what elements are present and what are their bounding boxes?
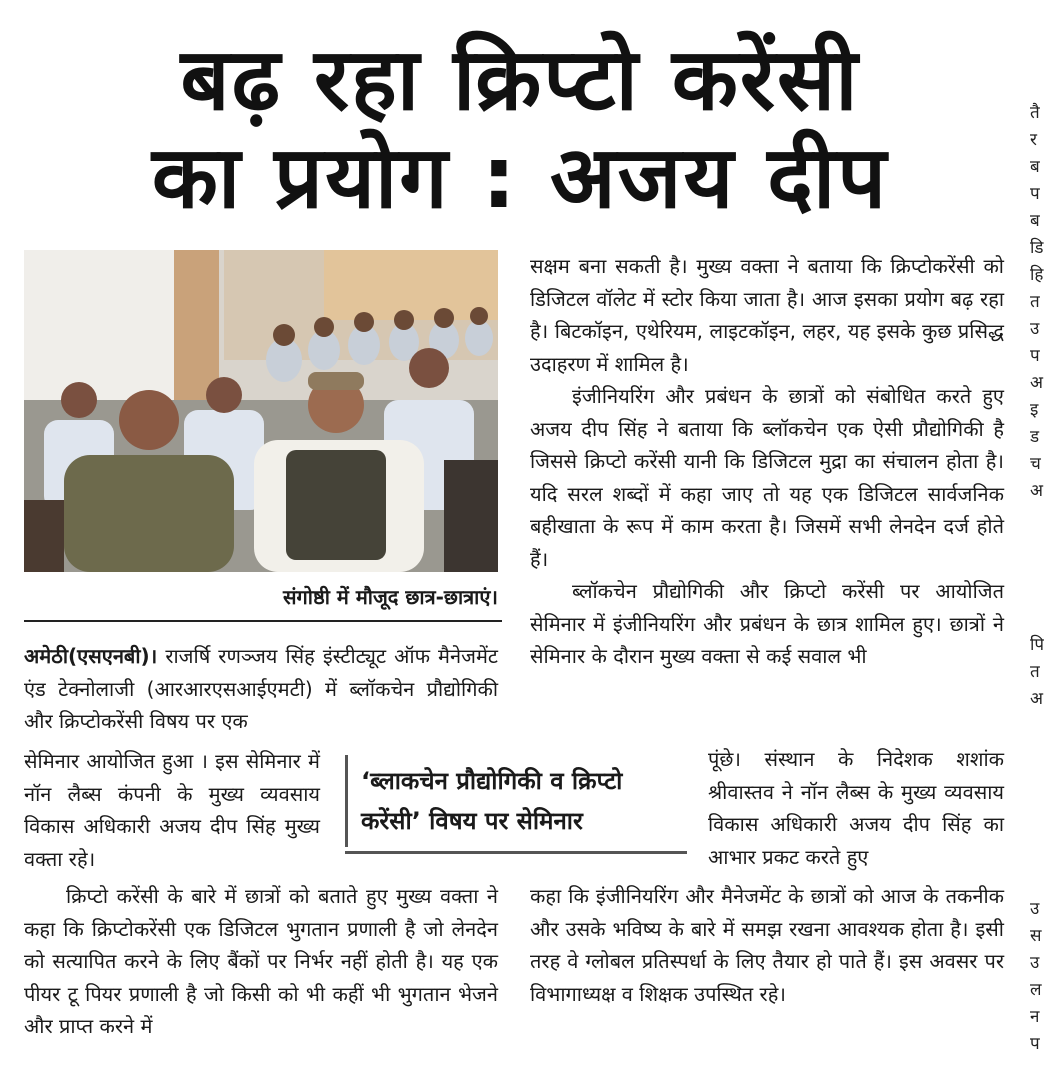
article-intro: राजर्षि रणञ्जय सिंह इंस्टीट्यूट ऑफ मैनेजमेंट एंड टेक्नोलाजी (आरआरएसआईएमटी) में ब्लॉकचेन प्रौद्योगिकी और क्रिप्टोकरेंसी विषय पर एक (24, 644, 499, 733)
adjacent-column-glyph: स (1030, 926, 1042, 946)
adjacent-column-glyph: प (1030, 1034, 1040, 1054)
adjacent-column-glyph: च (1030, 454, 1041, 474)
adjacent-column-glyph: ब (1030, 157, 1040, 177)
adjacent-column-glyph: त (1030, 292, 1040, 312)
left-column-bottom (24, 880, 498, 1043)
article-paragraph: इंजीनियरिंग और प्रबंधन के छात्रों को संबोधित करते हुए अजय दीप सिंह ने बताया कि ब्लॉकचेन एक ऐसी प्रौद्योगिकी है जिससे क्रिप्टो करेंसी यानी कि डिजिटल मुद्रा का संचालन होता है। यदि सरल शब्दों में कहा जाए तो यह एक डिजिटल सार्वजनिक बहीखाता के रूप में काम करता है। जिसमें सभी लेनदेन दर्ज होते हैं। (530, 384, 1004, 571)
adjacent-column-glyph: त (1030, 662, 1040, 682)
headline-line-1: बढ़ रहा क्रिप्टो करेंसी (180, 30, 860, 130)
adjacent-column-glyph: र (1030, 130, 1037, 150)
adjacent-column-glyph: प (1030, 184, 1040, 204)
adjacent-column-glyph: इ (1030, 400, 1039, 420)
caption-divider (24, 620, 502, 622)
pull-quote-text: ‘ब्लाकचेन प्रौद्योगिकी व क्रिप्टो करेंसी’ विषय पर सेमिनार (361, 767, 623, 835)
article-paragraph: कहा कि इंजीनियरिंग और मैनेजमेंट के छात्रों को आज के तकनीक और उसके भविष्य के बारे में समझ रखना आवश्यक होता है। इसी तरह वे ग्लोबल प्रतिस्पर्धा के लिए तैयार हो पाते हैं। इस अवसर पर विभागाध्यक्ष व शिक्षक उपस्थित रहे। (530, 884, 1004, 1006)
adjacent-column-glyph: अ (1030, 481, 1043, 501)
adjacent-column-glyph: पि (1030, 635, 1044, 655)
article-paragraph: क्रिप्टो करेंसी के बारे में छात्रों को बताते हुए मुख्य वक्ता ने कहा कि क्रिप्टोकरेंसी एक डिजिटल भुगतान प्रणाली है जो लेनदेन को सत्यापित करने के लिए बैंकों पर निर्भर नहीं होती है। यह एक पीयर टू पियर प्रणाली है जो किसी को भी कहीं भी भुगतान भेजने और प्राप्त करने में (24, 884, 498, 1038)
adjacent-column-glyph: न (1030, 1007, 1040, 1027)
pull-quote-box (345, 755, 687, 855)
dateline: अमेठी(एसएनबी)। (24, 644, 158, 668)
adjacent-column-glyph: अ (1030, 373, 1043, 393)
article-paragraph: सक्षम बना सकती है। मुख्य वक्ता ने बताया कि क्रिप्टोकरेंसी को डिजिटल वॉलेट में स्टोर किया जाता है। आज इसका प्रयोग बढ़ रहा है। बिटकॉइन, एथेरियम, लाइटकॉइन, लहर, यह इसके कुछ प्रसिद्ध उदाहरण में शामिल है। (530, 254, 1004, 376)
article-paragraph: ब्लॉकचेन प्रौद्योगिकी और क्रिप्टो करेंसी पर आयोजित सेमिनार में इंजीनियरिंग और प्रबंधन के छात्र शामिल हुए। छात्रों ने सेमिनार के दौरान मुख्य वक्ता से कई सवाल भी (530, 579, 1004, 668)
adjacent-column-glyph: ब (1030, 211, 1040, 231)
right-column-top (530, 250, 1004, 673)
adjacent-column-glyph: ल (1030, 980, 1042, 1000)
article-paragraph: सेमिनार आयोजित हुआ । इस सेमिनार में नॉन लैब्स कंपनी के मुख्य व्यवसाय विकास अधिकारी अजय दीप सिंह मुख्य वक्ता रहे। (24, 749, 320, 871)
adjacent-column-glyph: ड (1030, 427, 1040, 447)
pull-quote-bar (345, 755, 348, 847)
article-paragraph: पूंछे। संस्थान के निदेशक शशांक श्रीवास्तव ने नॉन लैब्स के मुख्य व्यवसाय विकास अधिकारी अजय दीप सिंह का आभार प्रकट करते हुए (708, 747, 1004, 869)
adjacent-column-fragment-middle (1030, 632, 1044, 713)
adjacent-column-glyph: उ (1030, 953, 1040, 973)
adjacent-column-glyph: तै (1030, 103, 1040, 123)
right-column-mid (708, 743, 1004, 873)
adjacent-column-fragment-bottom (1030, 896, 1044, 1058)
adjacent-column-glyph: प (1030, 346, 1040, 366)
photo-caption: संगोष्ठी में मौजूद छात्र-छात्राएं। (283, 585, 498, 609)
adjacent-column-glyph: उ (1030, 899, 1040, 919)
adjacent-column-glyph: उ (1030, 319, 1040, 339)
adjacent-column-glyph: डि (1030, 238, 1044, 258)
headline-line-2: का प्रयोग : अजय दीप (151, 128, 889, 228)
adjacent-column-glyph: अ (1030, 689, 1043, 709)
pull-quote-underline (345, 851, 687, 854)
left-column-top (24, 640, 498, 738)
right-column-bottom (530, 880, 1004, 1010)
seminar-photo (24, 250, 498, 572)
adjacent-column-glyph: हि (1030, 265, 1044, 285)
left-column-mid (24, 745, 320, 875)
adjacent-column-fragment-top (1030, 100, 1044, 505)
